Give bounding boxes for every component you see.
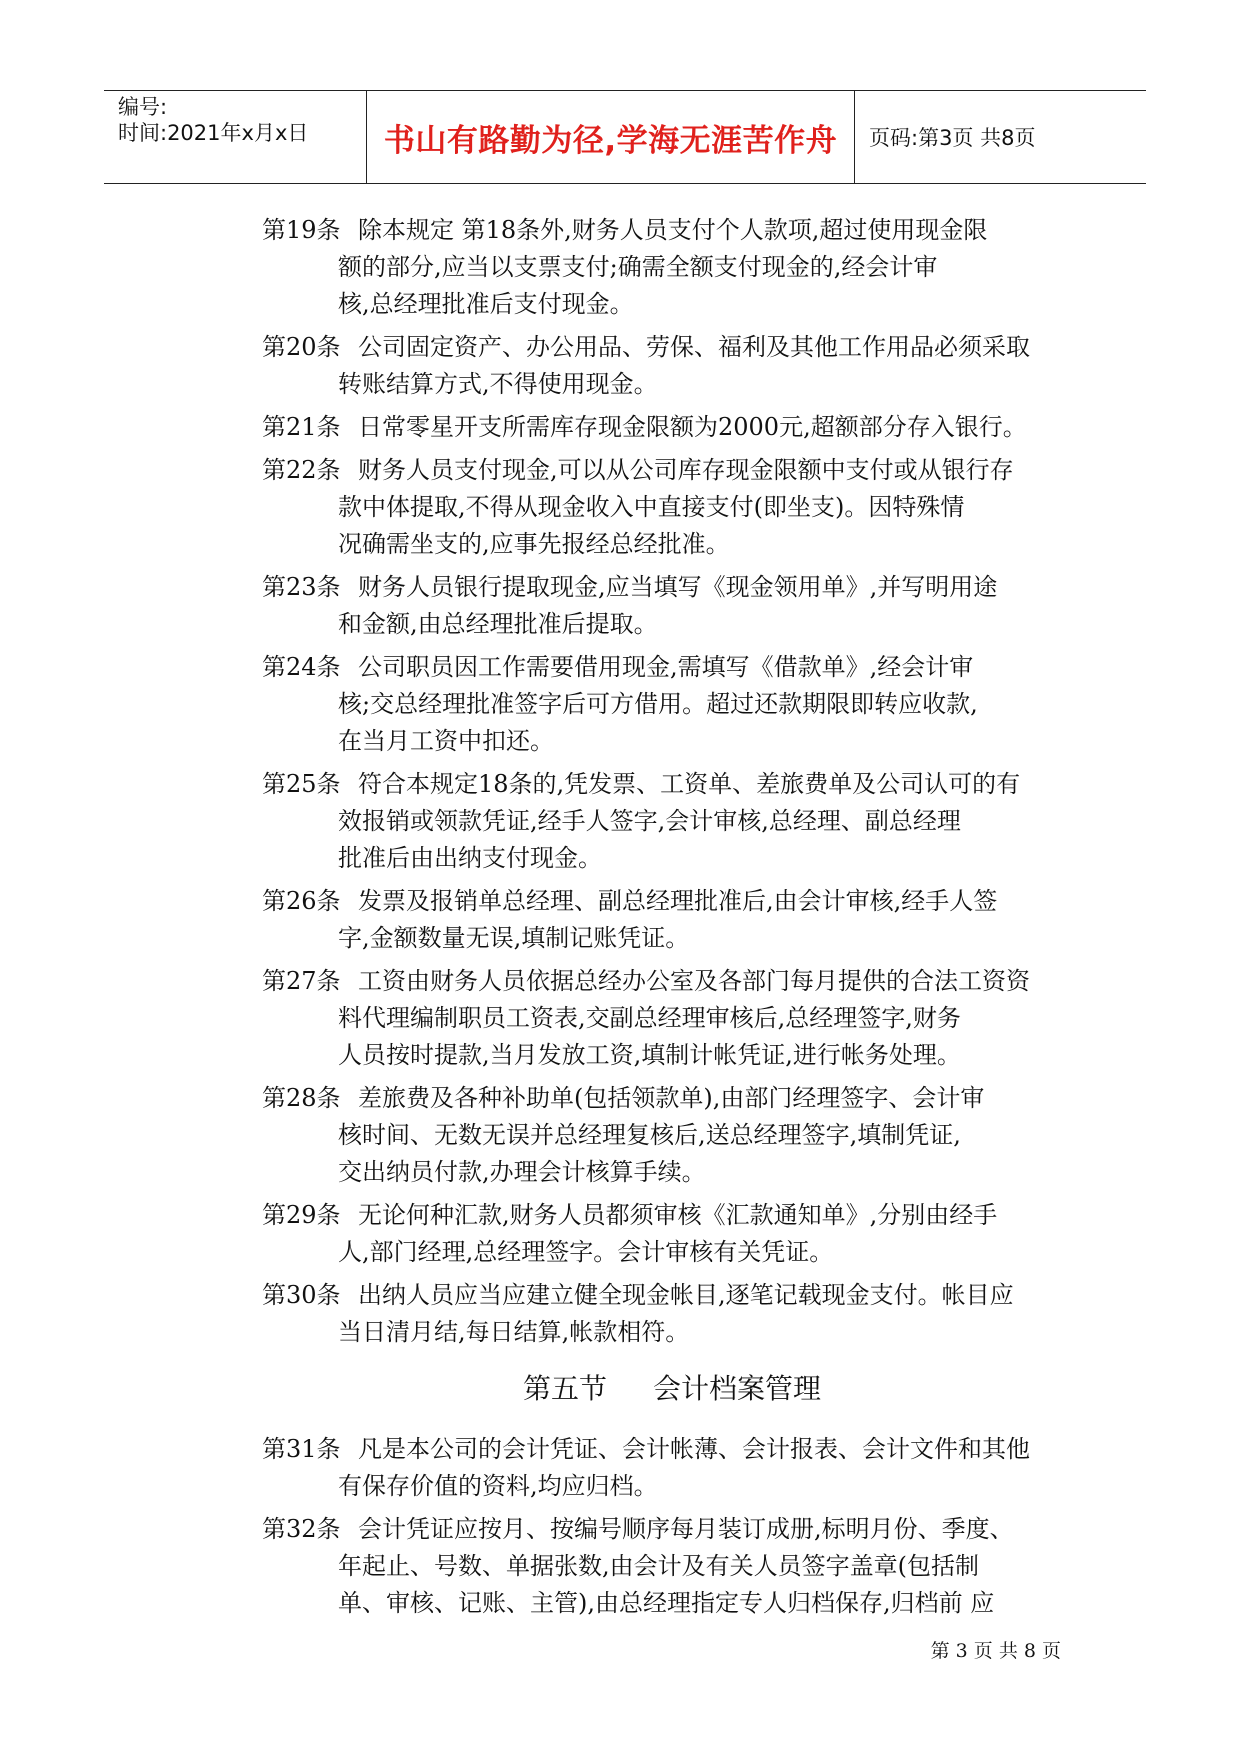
article-text: 会计凭证应按月、按编号顺序每月装订成册,标明月份、季度、 — [358, 1515, 1014, 1543]
article — [262, 329, 1082, 403]
article — [262, 963, 1082, 1074]
article-line — [262, 803, 1082, 840]
article-text: 批准后由出纳支付现金。 — [338, 844, 602, 872]
article-number: 第29条 — [262, 1201, 341, 1229]
article-text: 交出纳员付款,办理会计核算手续。 — [338, 1158, 706, 1186]
article-line — [262, 1468, 1082, 1505]
article-line — [262, 606, 1082, 643]
article-line — [262, 723, 1082, 760]
article-line — [262, 329, 1082, 366]
section-number: 第五节 — [522, 1372, 607, 1405]
article-number: 第30条 — [262, 1281, 341, 1309]
article-text: 单、审核、记账、主管),由总经理指定专人归档保存,归档前 应 — [338, 1589, 995, 1617]
article-line — [262, 366, 1082, 403]
footer-page-number: 第 3 页 共 8 页 — [930, 1640, 1061, 1662]
article-number: 第20条 — [262, 333, 341, 361]
article-number: 第28条 — [262, 1084, 341, 1112]
article-line — [262, 686, 1082, 723]
article — [262, 649, 1082, 760]
article-line — [262, 840, 1082, 877]
article-line — [262, 1511, 1082, 1548]
document-number-label: 编号: — [118, 95, 168, 119]
article-line — [262, 1314, 1082, 1351]
article-text: 公司职员因工作需要借用现金,需填写《借款单》,经会计审 — [358, 653, 974, 681]
article-text: 核;交总经理批准签字后可方借用。超过还款期限即转应收款, — [338, 690, 978, 718]
article-number: 第27条 — [262, 967, 341, 995]
article-line — [262, 883, 1082, 920]
article-line — [262, 1585, 1082, 1622]
article-text: 差旅费及各种补助单(包括领款单),由部门经理签字、会计审 — [358, 1084, 985, 1112]
article — [262, 1511, 1082, 1622]
section-heading — [262, 1369, 1082, 1409]
article-text: 转账结算方式,不得使用现金。 — [338, 370, 658, 398]
article-line — [262, 649, 1082, 686]
article — [262, 1431, 1082, 1505]
article-line — [262, 1154, 1082, 1191]
article-line — [262, 1080, 1082, 1117]
article-line — [262, 1197, 1082, 1234]
article-line — [262, 1431, 1082, 1468]
article-line — [262, 569, 1082, 606]
document-body — [262, 212, 1082, 1628]
article-list — [262, 212, 1082, 1351]
article-text: 款中体提取,不得从现金收入中直接支付(即坐支)。因特殊情 — [338, 493, 965, 521]
article-line — [262, 920, 1082, 957]
article-text: 工资由财务人员依据总经办公室及各部门每月提供的合法工资资 — [358, 967, 1030, 995]
article-text: 财务人员银行提取现金,应当填写《现金领用单》,并写明用途 — [358, 573, 998, 601]
article-text: 出纳人员应当应建立健全现金帐目,逐笔记载现金支付。帐目应 — [358, 1281, 1014, 1309]
article-text: 当日清月结,每日结算,帐款相符。 — [338, 1318, 690, 1346]
article-number: 第19条 — [262, 216, 341, 244]
article-line — [262, 1234, 1082, 1271]
article-text: 除本规定 第18条外,财务人员支付个人款项,超过使用现金限 — [358, 216, 988, 244]
article-number: 第25条 — [262, 770, 341, 798]
article-text: 字,金额数量无误,填制记账凭证。 — [338, 924, 690, 952]
article-number: 第23条 — [262, 573, 341, 601]
article — [262, 766, 1082, 877]
article-text: 日常零星开支所需库存现金限额为2000元,超额部分存入银行。 — [358, 413, 1027, 441]
article-number: 第22条 — [262, 456, 341, 484]
article-text: 符合本规定18条的,凭发票、工资单、差旅费单及公司认可的有 — [358, 770, 1021, 798]
page-header — [104, 90, 1146, 184]
article — [262, 212, 1082, 323]
article-number: 第26条 — [262, 887, 341, 915]
article-text: 况确需坐支的,应事先报经总经批准。 — [338, 530, 730, 558]
article — [262, 1197, 1082, 1271]
article — [262, 1277, 1082, 1351]
header-motto-cell — [367, 91, 855, 183]
header-motto: 书山有路勤为径,学海无涯苦作舟 — [383, 122, 838, 159]
article-line — [262, 249, 1082, 286]
article-line — [262, 286, 1082, 323]
document-time-label: 时间:2021年x月x日 — [118, 121, 309, 145]
article-number: 第32条 — [262, 1515, 341, 1543]
section-name: 会计档案管理 — [653, 1372, 822, 1405]
article-line — [262, 409, 1082, 446]
article-list-2 — [262, 1431, 1082, 1622]
article-text: 公司固定资产、办公用品、劳保、福利及其他工作用品必须采取 — [358, 333, 1030, 361]
article-text: 凡是本公司的会计凭证、会计帐薄、会计报表、会计文件和其他 — [358, 1435, 1030, 1463]
article — [262, 1080, 1082, 1191]
article-text: 在当月工资中扣还。 — [338, 727, 554, 755]
article — [262, 452, 1082, 563]
article-text: 人员按时提款,当月发放工资,填制计帐凭证,进行帐务处理。 — [338, 1041, 961, 1069]
article-text: 发票及报销单总经理、副总经理批准后,由会计审核,经手人签 — [358, 887, 998, 915]
article-line — [262, 452, 1082, 489]
header-page-cell — [855, 91, 1146, 183]
article-text: 核时间、无数无误并总经理复核后,送总经理签字,填制凭证, — [338, 1121, 961, 1149]
article-line — [262, 1117, 1082, 1154]
article-text: 和金额,由总经理批准后提取。 — [338, 610, 658, 638]
article-line — [262, 963, 1082, 1000]
header-page-number: 页码:第3页 共8页 — [869, 126, 1036, 150]
article — [262, 883, 1082, 957]
article-text: 财务人员支付现金,可以从公司库存现金限额中支付或从银行存 — [358, 456, 1014, 484]
article-text: 额的部分,应当以支票支付;确需全额支付现金的,经会计审 — [338, 253, 938, 281]
article-line — [262, 212, 1082, 249]
article-text: 核,总经理批准后支付现金。 — [338, 290, 634, 318]
article-line — [262, 1000, 1082, 1037]
article-line — [262, 1548, 1082, 1585]
article-number: 第24条 — [262, 653, 341, 681]
article-text: 人,部门经理,总经理签字。会计审核有关凭证。 — [338, 1238, 834, 1266]
article-line — [262, 1037, 1082, 1074]
article — [262, 569, 1082, 643]
header-info-cell — [104, 91, 367, 183]
article-line — [262, 766, 1082, 803]
article-number: 第31条 — [262, 1435, 341, 1463]
page-footer — [931, 1636, 1061, 1663]
article-text: 无论何种汇款,财务人员都须审核《汇款通知单》,分别由经手 — [358, 1201, 998, 1229]
article-text: 年起止、号数、单据张数,由会计及有关人员签字盖章(包括制 — [338, 1552, 979, 1580]
article — [262, 409, 1082, 446]
article-text: 料代理编制职员工资表,交副总经理审核后,总经理签字,财务 — [338, 1004, 961, 1032]
article-line — [262, 489, 1082, 526]
article-number: 第21条 — [262, 413, 341, 441]
article-text: 有保存价值的资料,均应归档。 — [338, 1472, 658, 1500]
article-line — [262, 526, 1082, 563]
article-line — [262, 1277, 1082, 1314]
article-text: 效报销或领款凭证,经手人签字,会计审核,总经理、副总经理 — [338, 807, 961, 835]
